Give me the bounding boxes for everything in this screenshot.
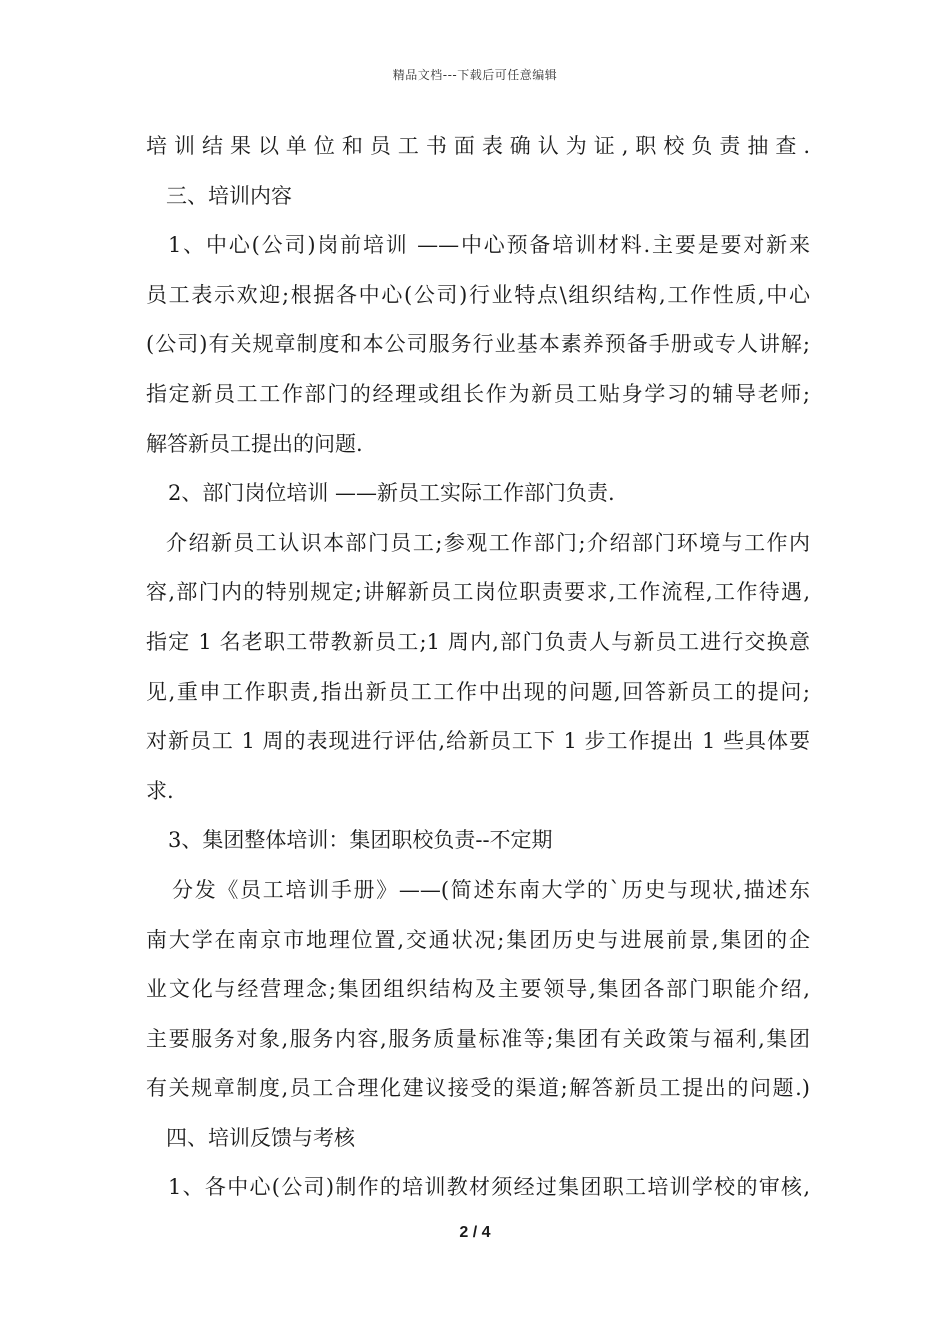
paragraph-line: 有关规章制度,员工合理化建议接受的渠道;解答新员工提出的问题.) xyxy=(146,1076,810,1101)
section-heading-4: 四、培训反馈与考核 xyxy=(166,1125,355,1150)
item-heading-1: 1、中心(公司)岗前培训 ——中心预备培训材料.主要是要对新来 xyxy=(168,233,810,258)
paragraph-line: (公司)有关规章制度和本公司服务行业基本素养预备手册或专人讲解; xyxy=(146,332,810,357)
paragraph-line: 指定新员工工作部门的经理或组长作为新员工贴身学习的辅导老师; xyxy=(146,381,810,406)
paragraph-line: 南大学在南京市地理位置,交通状况;集团历史与进展前景,集团的企 xyxy=(146,927,810,952)
section-heading-3: 三、培训内容 xyxy=(166,183,292,208)
paragraph-line: 容,部门内的特别规定;讲解新员工岗位职责要求,工作流程,工作待遇, xyxy=(146,580,810,605)
paragraph-line: 员工表示欢迎;根据各中心(公司)行业特点\组织结构,工作性质,中心 xyxy=(146,282,810,307)
paragraph-line: 分发《员工培训手册》——(简述东南大学的`历史与现状,描述东 xyxy=(172,877,810,902)
paragraph-line: 对新员工 1 周的表现进行评估,给新员工下 1 步工作提出 1 些具体要 xyxy=(146,729,810,754)
paragraph-line: 解答新员工提出的问题. xyxy=(146,431,363,456)
item-heading-3: 3、集团整体培训：集团职校负责--不定期 xyxy=(168,828,553,853)
paragraph-line: 介绍新员工认识本部门员工;参观工作部门;介绍部门环境与工作内 xyxy=(166,530,810,555)
document-body xyxy=(146,128,810,1219)
paragraph-line: 业文化与经营理念;集团组织结构及主要领导,集团各部门职能介绍, xyxy=(146,977,810,1002)
paragraph-line: 见,重申工作职责,指出新员工工作中出现的问题,回答新员工的提问; xyxy=(146,679,810,704)
paragraph-line: 求. xyxy=(146,778,174,803)
item-heading-2: 2、部门岗位培训 ——新员工实际工作部门负责. xyxy=(168,481,615,506)
paragraph-line: 培训结果以单位和员工书面表确认为证,职校负责抽查. xyxy=(146,134,810,158)
item-heading-1: 1、各中心(公司)制作的培训教材须经过集团职工培训学校的审核, xyxy=(168,1175,810,1200)
paragraph-line: 主要服务对象,服务内容,服务质量标准等;集团有关政策与福利,集团 xyxy=(146,1026,810,1051)
paragraph-line: 指定 1 名老职工带教新员工;1 周内,部门负责人与新员工进行交换意 xyxy=(146,629,810,654)
page-header: 精品文档---下载后可任意编辑 xyxy=(392,68,558,82)
page-number: 2 / 4 xyxy=(459,1224,491,1241)
